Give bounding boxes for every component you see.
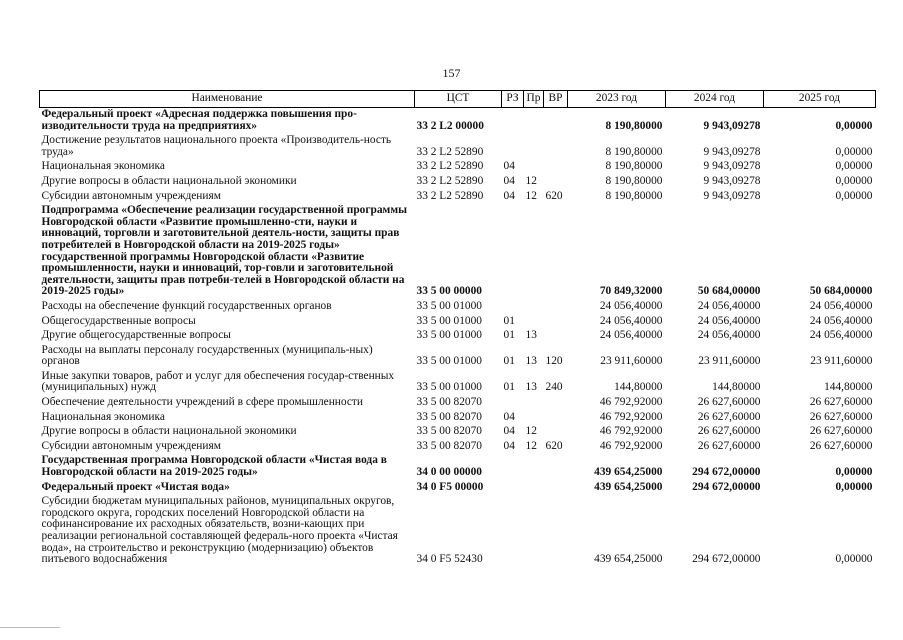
cell-rz: 04 (503, 425, 515, 438)
cell-vr (544, 329, 568, 344)
cell-name: Государственная программа Новгородской области «Чистая вода в Новгородской области на 2019-2025 годы» (41, 454, 387, 479)
table-row (40, 160, 876, 175)
cell-2023: 46 792,92000 (599, 425, 663, 438)
cell-pr (524, 204, 544, 300)
cell-name: Другие общегосударственные вопросы (41, 329, 231, 342)
cell-pr: 13 (525, 355, 537, 368)
cell-2024: 26 627,60000 (697, 396, 761, 409)
cell-pr (524, 300, 544, 315)
cell-name: Подпрограмма «Обеспечение реализации государственной программы Новгородской области «Развитие промышленно-сти, науки и инноваций, торговли и заготовительной деятель-ности, защиты прав потребителей в Новгородской области на 2019-2025 годы» государственной программы Новгородской области «Развитие промышленности, науки и инноваций, тор-говли и заготовительной деятельности, защиты прав потреби-телей в Новгородской области на 2019-2025 годы» (41, 204, 407, 298)
cell-2025: 0,00000 (835, 466, 873, 479)
cell-2025: 0,00000 (835, 189, 873, 202)
cell-2023: 439 654,25000 (594, 480, 663, 493)
table-row (40, 370, 876, 396)
cell-rz (502, 108, 524, 135)
cell-2023: 24 056,40000 (599, 329, 663, 342)
cell-2023: 439 654,25000 (594, 466, 663, 479)
cell-2024: 9 943,09278 (703, 174, 761, 187)
table-row (40, 495, 876, 568)
table-row (40, 175, 876, 190)
cell-2025: 26 627,60000 (809, 439, 873, 452)
cell-vr (544, 425, 568, 440)
cell-2024: 144,80000 (712, 381, 761, 394)
cell-2024: 26 627,60000 (697, 425, 761, 438)
cell-rz (502, 134, 524, 160)
table-row (40, 396, 876, 411)
cell-pr (524, 315, 544, 330)
cell-cst: 33 5 00 82070 (416, 425, 482, 438)
cell-cst: 33 5 00 00000 (416, 285, 482, 298)
cell-2023: 46 792,92000 (599, 410, 663, 423)
cell-cst: 34 0 F5 52430 (416, 553, 483, 566)
cell-vr: 620 (545, 439, 563, 452)
cell-2024: 9 943,09278 (703, 160, 761, 173)
cell-2023: 8 190,80000 (605, 145, 663, 158)
cell-2025: 0,00000 (835, 174, 873, 187)
cell-name: Национальная экономика (41, 160, 165, 173)
cell-cst: 34 0 00 00000 (416, 466, 482, 479)
cell-pr: 12 (525, 174, 537, 187)
cell-cst: 33 2 L2 52890 (416, 174, 484, 187)
cell-vr (544, 481, 568, 496)
cell-pr (524, 396, 544, 411)
cell-pr: 12 (525, 189, 537, 202)
cell-pr (524, 134, 544, 160)
cell-2025: 26 627,60000 (809, 425, 873, 438)
cell-rz (502, 454, 524, 480)
cell-2025: 24 056,40000 (809, 299, 873, 312)
cell-2025: 50 684,00000 (809, 285, 873, 298)
cell-name: Расходы на выплаты персоналу государственных (муниципаль-ных) органов (41, 343, 373, 368)
cell-vr: 240 (545, 381, 563, 394)
cell-vr (544, 160, 568, 175)
cell-vr (544, 411, 568, 426)
cell-rz: 01 (503, 329, 515, 342)
cell-2024: 24 056,40000 (697, 314, 761, 327)
cell-rz: 04 (503, 174, 515, 187)
col-header-rz: РЗ (502, 91, 524, 108)
cell-2023: 46 792,92000 (599, 396, 663, 409)
col-header-vr: ВР (544, 91, 568, 108)
cell-2023: 8 190,80000 (605, 189, 663, 202)
cell-rz (502, 300, 524, 315)
cell-vr (544, 315, 568, 330)
cell-name: Общегосударственные вопросы (41, 314, 196, 327)
cell-2025: 26 627,60000 (809, 396, 873, 409)
cell-pr (524, 411, 544, 426)
cell-name: Субсидии бюджетам муниципальных районов, муниципальных округов, городского округа, городских поселений Новгородской области на софинансирование их расходных обязательств, возни-кающих при реализации региональной составляющей федераль-ного проекта «Чистая вода», на строительство и реконструкцию (модернизацию) объектов питьевого водоснабжения (41, 495, 398, 566)
cell-2025: 0,00000 (835, 145, 873, 158)
table-body (40, 108, 876, 568)
cell-2025: 144,80000 (824, 381, 873, 394)
col-header-cst: ЦСТ (415, 91, 502, 108)
cell-2024: 294 672,00000 (692, 466, 761, 479)
table-row (40, 190, 876, 205)
cell-2023: 70 849,32000 (599, 285, 663, 298)
cell-cst: 33 5 00 01000 (416, 381, 482, 394)
cell-2025: 23 911,60000 (810, 355, 873, 368)
cell-vr (544, 454, 568, 480)
cell-2025: 0,00000 (835, 119, 873, 132)
cell-cst: 33 5 00 01000 (416, 299, 482, 312)
cell-name: Федеральный проект «Чистая вода» (41, 480, 230, 493)
table-row (40, 481, 876, 496)
cell-2024: 9 943,09278 (703, 119, 761, 132)
cell-vr: 620 (545, 189, 563, 202)
cell-2025: 24 056,40000 (809, 314, 873, 327)
cell-cst: 34 0 F5 00000 (416, 480, 484, 493)
cell-cst: 33 2 L2 52890 (416, 145, 484, 158)
cell-2023: 144,80000 (614, 381, 663, 394)
table-row (40, 329, 876, 344)
budget-table (39, 90, 876, 568)
cell-vr (544, 108, 568, 135)
cell-2024: 9 943,09278 (703, 189, 761, 202)
cell-2023: 24 056,40000 (599, 299, 663, 312)
table-row (40, 440, 876, 455)
cell-cst: 33 2 L2 52890 (416, 189, 484, 202)
table-row (40, 344, 876, 370)
cell-name: Национальная экономика (41, 410, 165, 423)
cell-pr (524, 160, 544, 175)
cell-2023: 24 056,40000 (599, 314, 663, 327)
cell-rz: 04 (503, 160, 515, 173)
table-row (40, 300, 876, 315)
cell-2024: 24 056,40000 (697, 329, 761, 342)
table-row (40, 454, 876, 480)
cell-2025: 0,00000 (835, 160, 873, 173)
cell-2023: 439 654,25000 (594, 553, 663, 566)
cell-2024: 23 911,60000 (698, 355, 761, 368)
cell-vr: 120 (545, 355, 563, 368)
cell-rz: 01 (503, 355, 515, 368)
cell-pr: 13 (525, 329, 537, 342)
col-header-pr: Пр (524, 91, 544, 108)
cell-rz: 04 (503, 189, 515, 202)
cell-rz: 01 (503, 381, 515, 394)
col-header-2024: 2024 год (666, 91, 764, 108)
cell-cst: 33 2 L2 00000 (416, 119, 484, 132)
cell-2023: 46 792,92000 (599, 439, 663, 452)
header-row (40, 91, 876, 108)
page-number: 157 (442, 66, 461, 80)
cell-2023: 8 190,80000 (605, 174, 663, 187)
cell-vr (544, 300, 568, 315)
cell-rz (502, 481, 524, 496)
cell-vr (544, 134, 568, 160)
cell-vr (544, 204, 568, 300)
cell-2024: 50 684,00000 (697, 285, 761, 298)
cell-2024: 9 943,09278 (703, 145, 761, 158)
cell-2024: 294 672,00000 (692, 553, 761, 566)
cell-name: Другие вопросы в области национальной экономики (41, 425, 297, 438)
cell-cst: 33 2 L2 52890 (416, 160, 484, 173)
col-header-2023: 2023 год (568, 91, 666, 108)
cell-pr (524, 454, 544, 480)
cell-pr: 12 (525, 439, 537, 452)
cell-2023: 8 190,80000 (605, 119, 663, 132)
cell-name: Другие вопросы в области национальной экономики (41, 174, 297, 187)
cell-pr (524, 495, 544, 568)
cell-pr: 13 (525, 381, 537, 394)
col-header-2025: 2025 год (764, 91, 876, 108)
table-row (40, 411, 876, 426)
cell-cst: 33 5 00 82070 (416, 396, 482, 409)
cell-cst: 33 5 00 01000 (416, 355, 482, 368)
cell-vr (544, 495, 568, 568)
cell-rz (502, 396, 524, 411)
cell-cst: 33 5 00 82070 (416, 439, 482, 452)
cell-vr (544, 175, 568, 190)
cell-2024: 294 672,00000 (692, 480, 761, 493)
cell-rz (502, 204, 524, 300)
cell-rz: 01 (503, 314, 515, 327)
cell-2024: 24 056,40000 (697, 299, 761, 312)
table-row (40, 425, 876, 440)
cell-pr (524, 481, 544, 496)
cell-pr: 12 (525, 425, 537, 438)
cell-name: Федеральный проект «Адресная поддержка повышения про-изводительности труда на предприятиях» (41, 108, 357, 132)
table-row (40, 204, 876, 300)
cell-pr (524, 108, 544, 135)
cell-2025: 24 056,40000 (809, 329, 873, 342)
cell-2024: 26 627,60000 (697, 439, 761, 452)
table-row (40, 108, 876, 135)
cell-cst: 33 5 00 01000 (416, 314, 482, 327)
cell-2023: 23 911,60000 (600, 355, 663, 368)
cell-vr (544, 396, 568, 411)
cell-cst: 33 5 00 82070 (416, 410, 482, 423)
cell-2024: 26 627,60000 (697, 410, 761, 423)
cell-2025: 0,00000 (835, 553, 873, 566)
cell-2023: 8 190,80000 (605, 160, 663, 173)
table-row (40, 315, 876, 330)
cell-rz: 04 (503, 410, 515, 423)
cell-2025: 26 627,60000 (809, 410, 873, 423)
table-row (40, 134, 876, 160)
cell-name: Обеспечение деятельности учреждений в сфере промышленности (41, 396, 363, 409)
cell-name: Расходы на обеспечение функций государственных органов (41, 299, 332, 312)
cell-cst: 33 5 00 01000 (416, 329, 482, 342)
cell-name: Субсидии автономным учреждениям (41, 439, 221, 452)
footer-rule (0, 627, 60, 628)
cell-name: Достижение результатов национального проекта «Производитель-ность труда» (41, 134, 392, 158)
cell-name: Субсидии автономным учреждениям (41, 189, 221, 202)
cell-2025: 0,00000 (835, 480, 873, 493)
cell-rz (502, 495, 524, 568)
col-header-name: Наименование (40, 91, 415, 108)
cell-name: Иные закупки товаров, работ и услуг для обеспечения государ-ственных (муниципальных) нужд (41, 369, 395, 394)
cell-rz: 04 (503, 439, 515, 452)
